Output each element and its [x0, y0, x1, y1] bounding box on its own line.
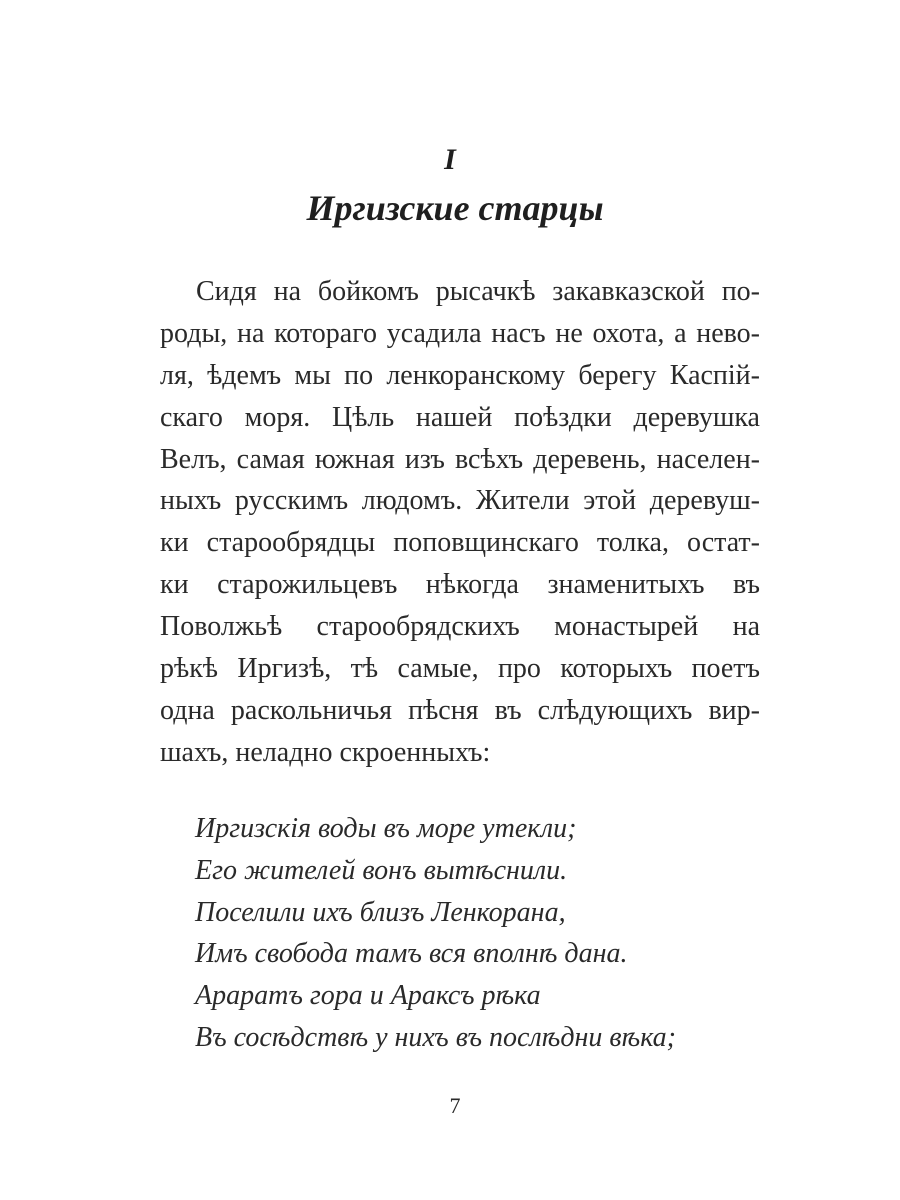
prose-line: шахъ, неладно скроенныхъ:	[160, 736, 491, 768]
chapter-number: I	[444, 143, 456, 176]
prose-line: роды, на котораго усадила насъ не охота, а нево-	[160, 317, 760, 349]
prose-line: ныхъ русскимъ людомъ. Жители этой деревуш-	[160, 485, 760, 517]
prose-line: Сидя на бойкомъ рысачкѣ закавказской по-	[196, 276, 760, 307]
prose-line: ки старообрядцы поповщинскаго толка, остат-	[160, 527, 760, 559]
prose-line: Поволжьѣ старообрядскихъ монастырей на	[160, 611, 760, 643]
verse-line: Его жителей вонъ вытѣснили.	[195, 854, 568, 886]
verse-line: Въ сосѣдствѣ у нихъ въ послѣдни вѣка;	[195, 1021, 676, 1053]
chapter-title: Иргизские старцы	[306, 188, 604, 228]
verse-line: Поселили ихъ близъ Ленкорана,	[195, 896, 566, 928]
prose-line: одна раскольничья пѣсня въ слѣдующихъ вир-	[160, 694, 760, 726]
prose-line: Велъ, самая южная изъ всѣхъ деревень, населен-	[160, 443, 760, 475]
prose-paragraph	[160, 271, 760, 774]
verse-line: Араратъ гора и Араксъ рѣка	[195, 980, 541, 1012]
prose-line: ки старожильцевъ нѣкогда знаменитыхъ въ	[160, 569, 760, 601]
verse-line: Иргизскія воды въ море утекли;	[195, 813, 577, 844]
verse-block	[195, 808, 755, 1059]
page-number: 7	[449, 1093, 461, 1118]
prose-line: скаго моря. Цѣль нашей поѣздки деревушка	[160, 401, 760, 433]
prose-line: ля, ѣдемъ мы по ленкоранскому берегу Каспій-	[160, 359, 760, 391]
prose-line: рѣкѣ Иргизѣ, тѣ самые, про которыхъ поетъ	[160, 653, 760, 685]
verse-line: Имъ свобода тамъ вся вполнѣ дана.	[195, 938, 628, 970]
